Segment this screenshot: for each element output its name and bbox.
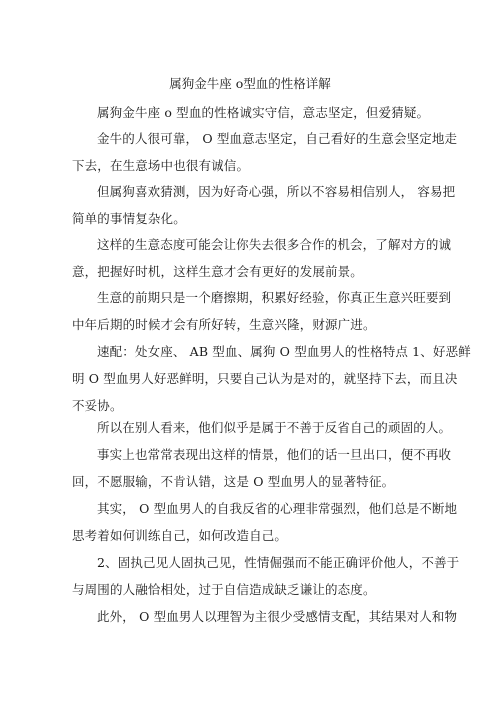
paragraph-line: 中年后期的时候才会有所好转，生意兴隆，财源广进。	[72, 317, 376, 332]
paragraph-1	[72, 99, 428, 126]
paragraph-3	[72, 178, 456, 232]
paragraph-line: 但属狗喜欢猜测，因为好奇心强，所以不容易相信别人， 容易把	[97, 184, 456, 199]
paragraph-6	[72, 338, 471, 419]
paragraph-line: 不妥协。	[72, 398, 123, 413]
paragraph-line: 速配：处女座、 AB 型血、属狗 O 型血男人的性格特点 1、好恶鲜	[97, 344, 471, 359]
paragraph-line: 与周围的人融恰相处，过于自信造成缺乏谦让的态度。	[72, 582, 376, 597]
paragraph-line: 思考着如何训练自己，如何改造自己。	[72, 528, 288, 543]
paragraph-line: 金牛的人很可靠， O 型血意志坚定，自己看好的生意会坚定地走	[97, 131, 458, 146]
paragraph-10	[72, 549, 460, 603]
paragraph-line: 其实， O 型血男人的自我反省的心理非常强烈，他们总是不断地	[97, 501, 458, 516]
paragraph-line: 此外， O 型血男人以理智为主很少受感情支配，其结果对人和物	[97, 609, 458, 624]
paragraph-line: 简单的事情复杂化。	[72, 211, 186, 226]
paragraph-line: 生意的前期只是一个磨擦期，积累好经验，你真正生意兴旺要到	[97, 290, 452, 305]
paragraph-line: 意，把握好时机，这样生意才会有更好的发展前景。	[72, 264, 363, 279]
paragraph-7	[72, 414, 452, 441]
paragraph-4	[72, 231, 452, 285]
paragraph-line: 回，不愿服输，不肯认错，这是 O 型血男人的显著特征。	[72, 474, 395, 489]
paragraph-line: 明 O 型血男人好恶鲜明，只要自己认为是对的，就坚持下去，而且决	[72, 371, 458, 386]
paragraph-line: 2、固执己见人固执己见，性情倔强而不能正确评价他人，不善于	[97, 555, 460, 570]
document-title: 属狗金牛座 o型血的性格详解	[169, 76, 331, 91]
paragraph-line: 事实上也常常表现出这样的情景，他们的话一旦出口，便不再收	[97, 447, 452, 462]
paragraph-5	[72, 284, 452, 338]
paragraph-line: 所以在别人看来，他们似乎是属于不善于反省自己的顽固的人。	[97, 420, 452, 435]
paragraph-9	[72, 495, 458, 549]
paragraph-line: 这样的生意态度可能会让你失去很多合作的机会，了解对方的诚	[97, 237, 452, 252]
paragraph-2	[72, 125, 458, 179]
paragraph-line: 下去，在生意场中也很有诚信。	[72, 158, 250, 173]
paragraph-line: 属狗金牛座 o 型血的性格诚实守信，意志坚定，但爱猜疑。	[97, 105, 430, 120]
paragraph-11	[72, 603, 458, 630]
paragraph-8	[72, 441, 452, 495]
